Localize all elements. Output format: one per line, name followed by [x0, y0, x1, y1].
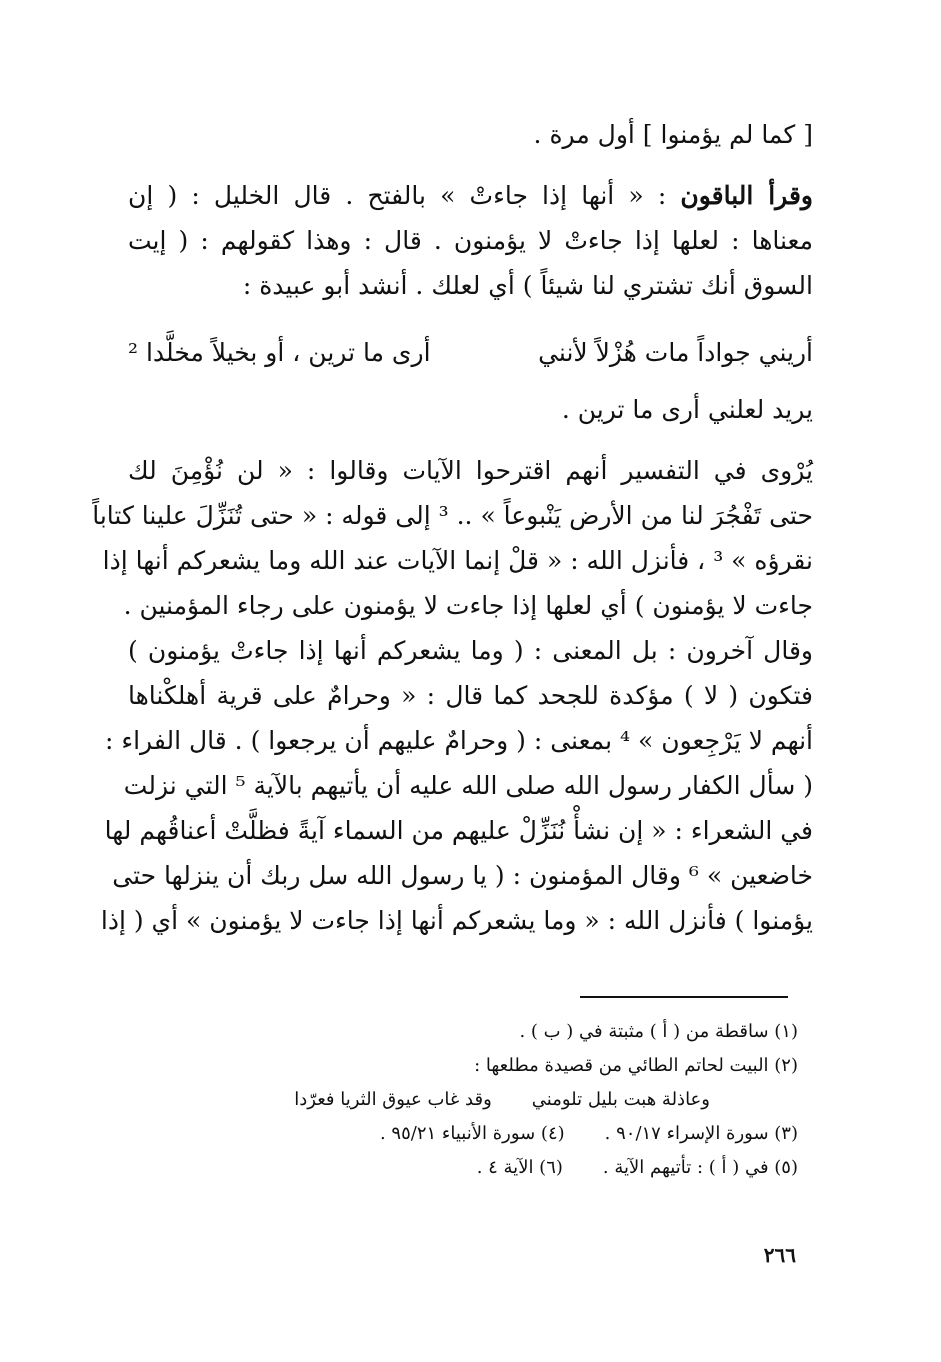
footnote-3-4	[230, 1117, 798, 1151]
text-line: خاضعين » ⁶ وقال المؤمنون : ( يا رسول الله سل ربك أن ينزلها حتى	[112, 861, 813, 890]
text-line	[128, 173, 813, 218]
footnote-6: (٦) الآية ٤ .	[476, 1157, 563, 1178]
poem-second-hemistich: أرى ما ترين ، أو بخيلاً مخلَّدا ²	[128, 338, 431, 367]
footnote-separator	[580, 996, 788, 998]
text-line: في الشعراء : « إن نشأْ نُنَزِّلْ عليهم من السماء آيةً فظلَّتْ أعناقُهم لها	[104, 816, 813, 845]
footnote-verse-first: وعاذلة هبت بليل تلومني	[531, 1089, 710, 1110]
poem-verse	[128, 330, 813, 375]
reader-group-label: وقرأ الباقون	[680, 181, 813, 210]
footnote-1: (١) ساقطة من ( أ ) مثبتة في ( ب ) .	[519, 1021, 798, 1042]
text-line-rest: : « أنها إذا جاءتْ » بالفتح . قال الخليل : ( إن	[128, 181, 681, 210]
text-line: السوق أنك تشتري لنا شيئاً ) أي لعلك . أنشد أبو عبيدة :	[242, 271, 813, 300]
text-line: [ كما لم يؤمنوا ] أول مرة .	[533, 120, 813, 149]
footnote-verse-second: وقد غاب عيوق الثريا فعرّدا	[294, 1089, 492, 1110]
footnote-5-6	[230, 1151, 798, 1185]
text-line: معناها : لعلها إذا جاءتْ لا يؤمنون . قال : وهذا كقولهم : ( إيت	[128, 226, 813, 255]
footnote-2: (٢) البيت لحاتم الطائي من قصيدة مطلعها :	[474, 1055, 798, 1076]
text-line: نقرؤه » ³ ، فأنزل الله : « قلْ إنما الآيات عند الله وما يشعركم أنها إذا	[102, 546, 813, 575]
text-line: حتى تَفْجُرَ لنا من الأرض يَنْبوعاً » .. ³ إلى قوله : « حتى تُنَزِّلَ علينا كتاباً	[92, 501, 813, 530]
text-line: جاءت لا يؤمنون ) أي لعلها إذا جاءت لا يؤمنون على رجاء المؤمنين .	[123, 591, 813, 620]
footnote-5: (٥) في ( أ ) : تأتيهم الآية .	[602, 1157, 798, 1178]
text-line: يُرْوى في التفسير أنهم اقترحوا الآيات وقالوا : « لن نُؤْمِنَ لك	[128, 456, 813, 485]
footnote-2-verse	[230, 1083, 798, 1117]
text-line: يؤمنوا ) فأنزل الله : « وما يشعركم أنها إذا جاءت لا يؤمنون » أي ( إذا	[100, 906, 813, 935]
main-text	[92, 112, 813, 943]
text-line: أنهم لا يَرْجِعون » ⁴ بمعنى : ( وحرامٌ عليهم أن يرجعوا ) . قال الفراء :	[104, 726, 813, 755]
text-line: يريد لعلني أرى ما ترين .	[561, 395, 813, 424]
footnotes	[230, 1015, 798, 1185]
poem-first-hemistich: أريني جواداً مات هُزْلاً لأنني	[538, 338, 813, 367]
footnote-4: (٤) سورة الأنبياء ٩٥/٢١ .	[379, 1123, 565, 1144]
text-line: وقال آخرون : بل المعنى : ( وما يشعركم أنها إذا جاءتْ يؤمنون )	[128, 636, 813, 665]
text-line: فتكون ( لا ) مؤكدة للجحد كما قال : « وحرامٌ على قرية أهلكْناها	[128, 681, 813, 710]
page-number: ٢٦٦	[763, 1243, 796, 1267]
footnote-3: (٣) سورة الإسراء ٩٠/١٧ .	[604, 1123, 798, 1144]
text-line: ( سأل الكفار رسول الله صلى الله عليه أن يأتيهم بالآية ⁵ التي نزلت	[123, 771, 813, 800]
